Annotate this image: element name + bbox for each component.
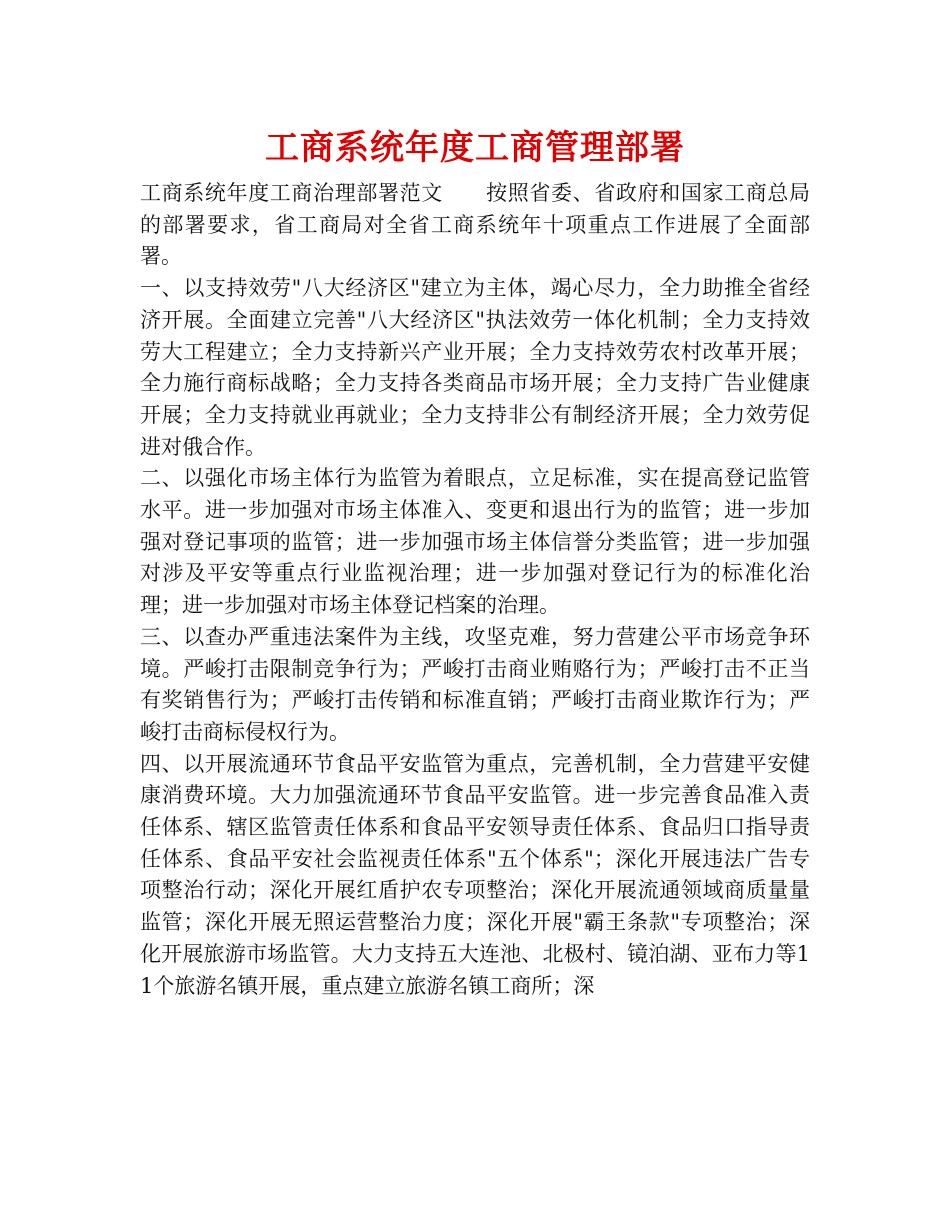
paragraph-section-3: 三、以查办严重违法案件为主线，攻坚克难，努力营建公平市场竞争环境。严峻打击限制竞争行为；严峻打击商业贿赂行为；严峻打击不正当有奖销售行为；严峻打击传销和标准直销；严峻打击商业欺诈行为；严峻打击商标侵权行为。 — [140, 624, 810, 744]
paragraph-intro: 工商系统年度工商治理部署范文 按照省委、省政府和国家工商总局的部署要求，省工商局对全省工商系统年十项重点工作进展了全面部署。 — [140, 181, 810, 269]
paragraph-section-4: 四、以开展流通环节食品平安监管为重点，完善机制，全力营建平安健康消费环境。大力加强流通环节食品平安监管。进一步完善食品准入责任体系、辖区监管责任体系和食品平安领导责任体系、食品归口指导责任体系、食品平安社会监视责任体系"五个体系"；深化开展违法广告专项整治行动；深化开展红盾护农专项整治；深化开展流通领域商质量量监管；深化开展无照运营整治力度；深化开展"霸王条款"专项整治；深化开展旅游市场监管。大力支持五大连池、北极村、镜泊湖、亚布力等11个旅游名镇开展，重点建立旅游名镇工商所；深 — [140, 751, 810, 998]
paragraph-section-2: 二、以强化市场主体行为监管为着眼点，立足标准，实在提高登记监管水平。进一步加强对市场主体准入、变更和退出行为的监管；进一步加强对登记事项的监管；进一步加强市场主体信誉分类监管；进一步加强对涉及平安等重点行业监视治理；进一步加强对登记行为的标准化治理；进一步加强对市场主体登记档案的治理。 — [140, 466, 810, 618]
paragraph-section-1: 一、以支持效劳"八大经济区"建立为主体，竭心尽力，全力助推全省经济开展。全面建立完善"八大经济区"执法效劳一体化机制；全力支持效劳大工程建立；全力支持新兴产业开展；全力支持效劳农村改革开展；全力施行商标战略；全力支持各类商品市场开展；全力支持广告业健康开展；全力支持就业再就业；全力支持非公有制经济开展；全力效劳促进对俄合作。 — [140, 276, 810, 459]
document-title: 工商系统年度工商管理部署 — [265, 128, 685, 168]
